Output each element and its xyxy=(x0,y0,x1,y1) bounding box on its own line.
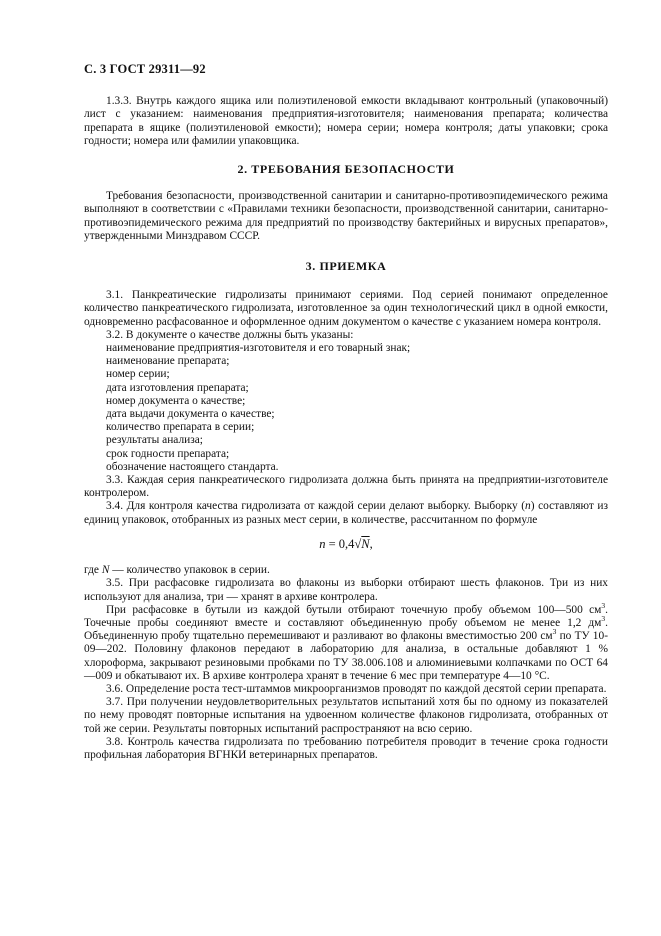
section-heading-safety: 2. ТРЕБОВАНИЯ БЕЗОПАСНОСТИ xyxy=(237,162,455,177)
list-item: обозначение настоящего стандарта. xyxy=(106,460,279,473)
paragraph-3-7: 3.7. При получении неудовлетворительных результатов испытаний хотя бы по одному из показателей по нему проводят повторные испытания на удвоенном количестве флаконов гидролизата, отобранных от той же серии. Результаты повторных испытаний распространяют на всю серию. xyxy=(84,696,608,735)
paragraph-safety: Требования безопасности, производственной санитарии и санитарно-противоэпидемического режима выполняют в соответствии с «Правилами техники безопасности, производственной санитарии, санитарно-противоэпидемического режима для предприятий по производству бактерийных и вирусных препаратов», утвержденными Минздравом СССР. xyxy=(84,190,608,242)
paragraph-3-1: 3.1. Панкреатические гидролизаты принимают сериями. Под серией понимают определенное количество панкреатического гидролизата, изготовленное за один технологический цикл в одной емкости, одновременно расфасованное и оформленное одним документом о качестве с указанием номера контроля. xyxy=(84,289,608,328)
list-item: наименование предприятия-изготовителя и его товарный знак; xyxy=(106,342,411,355)
paragraph-3-5: 3.5. При расфасовке гидролизата во флаконы из выборки отбирают шесть флаконов. Три из них используют для анализа, три — хранят в архиве контролера. xyxy=(84,577,608,603)
list-item: дата изготовления препарата; xyxy=(106,381,249,394)
paragraph-3-4: 3.4. Для контроля качества гидролизата от каждой серии делают выборку. Выборку (n) составляют из единиц упаковок, отобранных из разных мест серии, в количестве, рассчитанном по формуле xyxy=(84,500,609,526)
list-item: результаты анализа; xyxy=(106,434,203,447)
paragraph-1-3-3: 1.3.3. Внутрь каждого ящика или полиэтиленовой емкости вкладывают контрольный (упаковочный) лист с указанием: наименования предприятия-изготовителя; наименования препарата; количества препарата в ящике (полиэтиленовой емкости); номера серии; номера контроля; даты упаковки; срока годности; номера или фамилии упаковщика. xyxy=(84,95,608,147)
paragraph-3-8: 3.8. Контроль качества гидролизата по требованию потребителя проводит в течение срока годности профильная лаборатория ВГНКИ ветеринарных препаратов. xyxy=(84,735,608,761)
list-item: номер серии; xyxy=(106,368,170,381)
quality-document-list xyxy=(84,342,608,474)
section-heading-acceptance: 3. ПРИЕМКА xyxy=(305,259,387,274)
formula-legend: где N — количество упаковок в серии. xyxy=(84,564,270,577)
list-item: количество препарата в серии; xyxy=(106,421,255,434)
list-item: наименование препарата; xyxy=(106,355,230,368)
page-header: С. 3 ГОСТ 29311—92 xyxy=(84,62,206,76)
paragraph-3-3: 3.3. Каждая серия панкреатического гидролизата должна быть принята на предприятии-изготовителе контролером. xyxy=(84,474,608,500)
paragraph-3-5-bottles: При расфасовке в бутыли из каждой бутыли отбирают точечную пробу объемом 100—500 $см^3$. Точечные пробы соединяют вместе и составляют объединенную пробу объемом не менее 1,2 $дм^3$. Объединенную пробу тщательно перемешивают и разливают во флаконы вместимостью 200 $см^3$ по ТУ 10-09—202. Половину флаконов передают в лабораторию для анализа, в остальные добавляют 1 % хлороформа, закрывают резиновыми пробками по ТУ 38.006.108 и алюминиевыми колпачками по ОСТ 64—009 и обкатывают их. В архиве контролера хранят в течение 6 мес при температуре 4—10 °С. xyxy=(84,600,608,682)
paragraph-3-6: 3.6. Определение роста тест-штаммов микроорганизмов проводят по каждой десятой серии препарата. xyxy=(106,682,607,695)
list-item: дата выдачи документа о качестве; xyxy=(106,408,275,421)
list-item: номер документа о качестве; xyxy=(106,394,246,407)
sample-size-formula: n = 0,4√N, xyxy=(319,536,373,551)
list-item: срок годности препарата; xyxy=(106,447,230,460)
paragraph-3-2: 3.2. В документе о качестве должны быть указаны: xyxy=(106,328,354,341)
